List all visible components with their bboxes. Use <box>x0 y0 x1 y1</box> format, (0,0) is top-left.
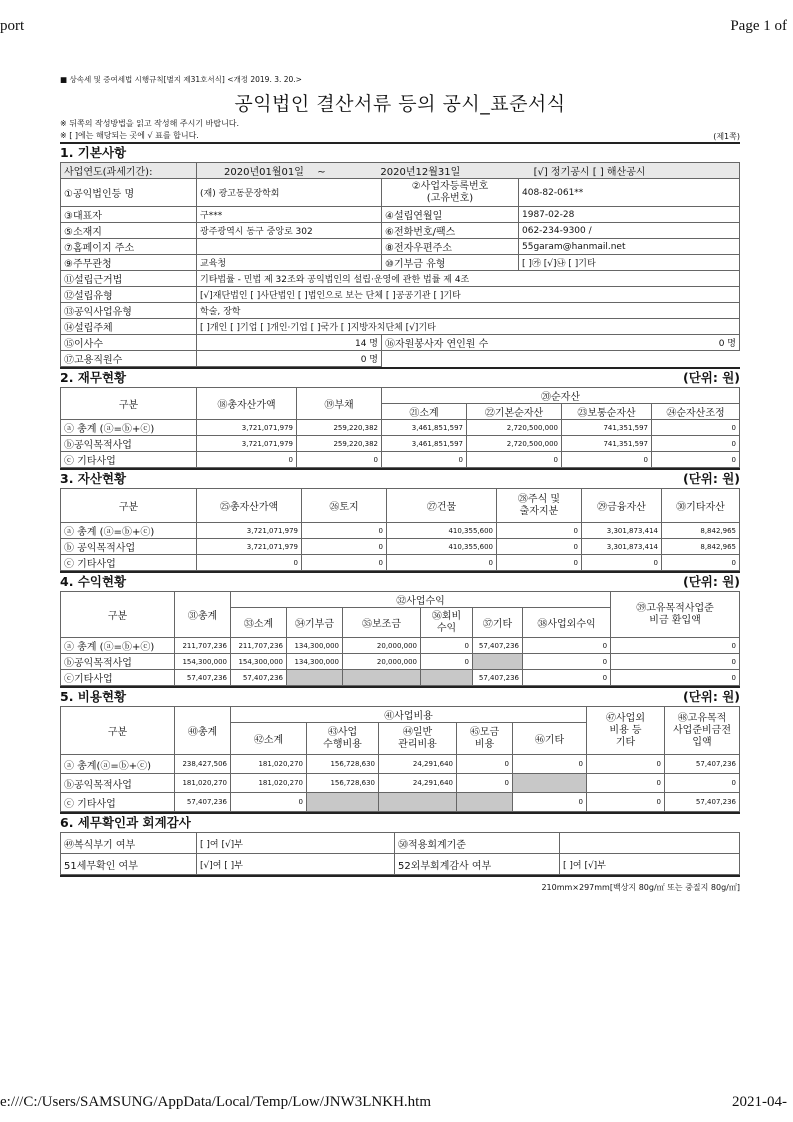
audit-table <box>60 832 740 875</box>
authority-value: 교육청 <box>197 255 382 271</box>
founder-label: ⑭설립주체 <box>61 319 197 335</box>
section-finance-title: 2. 재무현황 (단위: 원) <box>60 367 740 387</box>
cell-value: 0 <box>497 523 582 539</box>
row-label: ⓒ기타사업 <box>61 670 175 686</box>
taxcheck-value: [√]여 [ ]부 <box>197 854 395 875</box>
cell-value: 57,407,236 <box>473 670 523 686</box>
table-row <box>61 755 740 774</box>
cell-value: 0 <box>582 555 662 571</box>
row-label: ⓐ 총계 (ⓐ=ⓑ+ⓒ) <box>61 420 197 436</box>
expense-h-fund: ㊺모금 비용 <box>457 723 513 755</box>
name-label: ①공익법인등 명 <box>61 179 197 207</box>
income-h-subsidy: ㉟보조금 <box>343 608 421 638</box>
cell-value: 0 <box>662 555 740 571</box>
bookkeeping-value: [ ]여 [√]부 <box>197 833 395 854</box>
cell-value: 211,707,236 <box>175 638 231 654</box>
income-h-biz: ㉜사업수익 <box>231 592 611 608</box>
cell-value: 0 <box>587 793 665 812</box>
cell-value: 181,020,270 <box>231 755 307 774</box>
cell-shaded <box>513 774 587 793</box>
expense-h-perform: ㊸사업 수행비용 <box>307 723 379 755</box>
expense-h-biz: ㊶사업비용 <box>231 707 587 723</box>
cell-value: 3,461,851,597 <box>382 436 467 452</box>
cell-value: 156,728,630 <box>307 774 379 793</box>
cell-shaded <box>343 670 421 686</box>
rep-value: 구*** <box>197 207 382 223</box>
cell-value: 3,721,071,979 <box>197 420 297 436</box>
cell-value: 3,301,873,414 <box>582 523 662 539</box>
email-value: 55garam@hanmail.net <box>519 239 740 255</box>
expense-h-sub: ㊷소계 <box>231 723 307 755</box>
phone-value: 062-234-9300 / <box>519 223 740 239</box>
cell-value: 154,300,000 <box>175 654 231 670</box>
cell-shaded <box>421 670 473 686</box>
browser-footer-date: 2021-04- <box>732 1094 787 1110</box>
bizno-label: ②사업자등록번호 (고유번호) <box>382 179 519 207</box>
table-row <box>61 654 740 670</box>
finance-h-net: ⑳순자산 <box>382 388 740 404</box>
table-row <box>61 452 740 468</box>
cell-value: 3,461,851,597 <box>382 420 467 436</box>
expense-h-reserve: ㊽고유목적 사업준비금전 입액 <box>665 707 740 755</box>
cell-value: 0 <box>587 755 665 774</box>
form-title: 공익법인 결산서류 등의 공시_표준서식 <box>234 93 566 115</box>
income-h-sub: ㉝소계 <box>231 608 287 638</box>
cell-value: 0 <box>302 555 387 571</box>
expense-h-general: ㊹일반 관리비용 <box>379 723 457 755</box>
asset-h-gubun: 구분 <box>61 489 197 523</box>
employees-label: ⑰고용직원수 <box>61 351 197 367</box>
table-row <box>61 436 740 452</box>
cell-value: 0 <box>665 774 740 793</box>
cell-value: 0 <box>302 539 387 555</box>
cell-value: 134,300,000 <box>287 638 343 654</box>
row-label: ⓐ 총계 (ⓐ=ⓑ+ⓒ) <box>61 638 175 654</box>
cell-value: 0 <box>652 420 740 436</box>
year-label: 사업연도(과세기간): <box>61 163 197 179</box>
income-h-total: ㉛총계 <box>175 592 231 638</box>
cell-value: 3,721,071,979 <box>197 539 302 555</box>
cell-value: 0 <box>611 670 740 686</box>
extaudit-label: 52외부회계감사 여부 <box>395 854 560 875</box>
cell-value: 134,300,000 <box>287 654 343 670</box>
paper-size-note: 210mm×297mm[백상지 80g/㎡ 또는 중질지 80g/㎡] <box>541 883 740 892</box>
cell-value: 181,020,270 <box>231 774 307 793</box>
table-row <box>61 523 740 539</box>
cell-value: 57,407,236 <box>665 755 740 774</box>
volunteer-label: ⑯자원봉사자 연인원 수 <box>382 335 519 351</box>
cell-value: 3,301,873,414 <box>582 539 662 555</box>
cell-value: 0 <box>297 452 382 468</box>
type-value: [√]재단법인 [ ]사단법인 [ ]법인으로 보는 단체 [ ]공공기관 [ ]기타 <box>197 287 740 303</box>
asset-h-total: ㉕총자산가액 <box>197 489 302 523</box>
row-label: ⓑ공익목적사업 <box>61 654 175 670</box>
table-row <box>61 670 740 686</box>
form-note-1: ※ 뒤쪽의 작성방법을 읽고 작성해 주시기 바랍니다. <box>60 119 240 128</box>
cell-value: 3,721,071,979 <box>197 436 297 452</box>
section-basic-title: 1. 기본사항 <box>60 142 740 162</box>
cell-value: 0 <box>302 523 387 539</box>
table-row <box>61 638 740 654</box>
form-reference: ■ 상속세 및 증여세법 시행규칙[별지 제31호서식] <개정 2019. 3. 20.> <box>60 75 302 84</box>
cell-value: 57,407,236 <box>175 670 231 686</box>
year-start: 2020년01월01일 <box>224 167 304 178</box>
browser-header-page: Page 1 of <box>730 18 787 34</box>
row-label: ⓒ 기타사업 <box>61 555 197 571</box>
phone-label: ⑥전화번호/팩스 <box>382 223 519 239</box>
row-label: ⓑ 공익목적사업 <box>61 539 197 555</box>
finance-h-sub: ㉑소계 <box>382 404 467 420</box>
cell-value: 0 <box>611 638 740 654</box>
income-h-other: ㊲기타 <box>473 608 523 638</box>
finance-h-basic: ㉒기본순자산 <box>467 404 562 420</box>
cell-value: 0 <box>457 774 513 793</box>
cell-value: 57,407,236 <box>175 793 231 812</box>
cell-value: 0 <box>611 654 740 670</box>
cell-value: 259,220,382 <box>297 436 382 452</box>
expense-h-other: ㊻기타 <box>513 723 587 755</box>
income-h-reserve: ㊴고유목적사업준 비금 환입액 <box>611 592 740 638</box>
bizno-value: 408-82-061** <box>519 179 740 207</box>
row-label: ⓒ 기타사업 <box>61 452 197 468</box>
row-label: ⓑ공익목적사업 <box>61 774 175 793</box>
cell-value: 156,728,630 <box>307 755 379 774</box>
rep-label: ③대표자 <box>61 207 197 223</box>
cell-value: 238,427,506 <box>175 755 231 774</box>
asset-h-building: ㉗건물 <box>387 489 497 523</box>
cell-value: 24,291,640 <box>379 755 457 774</box>
biz-type-value: 학술, 장학 <box>197 303 740 319</box>
cell-value: 57,407,236 <box>231 670 287 686</box>
cell-value: 0 <box>387 555 497 571</box>
standard-value <box>560 833 740 854</box>
cell-shaded <box>473 654 523 670</box>
cell-value: 0 <box>523 670 611 686</box>
cell-value: 57,407,236 <box>473 638 523 654</box>
cell-value: 0 <box>231 793 307 812</box>
cell-value: 20,000,000 <box>343 638 421 654</box>
row-label: ⓐ 총계(ⓐ=ⓑ+ⓒ) <box>61 755 175 774</box>
cell-value: 0 <box>197 452 297 468</box>
cell-value: 0 <box>467 452 562 468</box>
cell-value: 2,720,500,000 <box>467 420 562 436</box>
law-label: ⑪설립근거법 <box>61 271 197 287</box>
cell-value: 0 <box>382 452 467 468</box>
homepage-value <box>197 239 382 255</box>
asset-h-land: ㉖토지 <box>302 489 387 523</box>
cell-value: 57,407,236 <box>665 793 740 812</box>
basic-info-table <box>60 162 740 367</box>
expense-table <box>60 706 740 812</box>
cell-value: 0 <box>421 654 473 670</box>
extaudit-value: [ ]여 [√]부 <box>560 854 740 875</box>
cell-value: 0 <box>523 654 611 670</box>
cell-shaded <box>307 793 379 812</box>
cell-value: 2,720,500,000 <box>467 436 562 452</box>
cell-value: 0 <box>497 539 582 555</box>
cell-value: 8,842,965 <box>662 523 740 539</box>
cell-value: 0 <box>562 452 652 468</box>
table-row <box>61 793 740 812</box>
finance-h-normal: ㉓보통순자산 <box>562 404 652 420</box>
cell-value: 0 <box>421 638 473 654</box>
donation-type-label: ⑩기부금 유형 <box>382 255 519 271</box>
standard-label: ㊿적용회계기준 <box>395 833 560 854</box>
table-row <box>61 555 740 571</box>
cell-value: 0 <box>497 555 582 571</box>
expense-h-total: ㊵총계 <box>175 707 231 755</box>
cell-value: 20,000,000 <box>343 654 421 670</box>
taxcheck-label: 51세무확인 여부 <box>61 854 197 875</box>
cell-value: 741,351,597 <box>562 420 652 436</box>
biz-type-label: ⑬공익사업유형 <box>61 303 197 319</box>
cell-value: 0 <box>457 755 513 774</box>
row-label: ⓐ 총계 (ⓐ=ⓑ+ⓒ) <box>61 523 197 539</box>
income-h-nonbiz: ㊳사업외수익 <box>523 608 611 638</box>
cell-value: 0 <box>652 452 740 468</box>
cell-value: 8,842,965 <box>662 539 740 555</box>
table-row <box>61 539 740 555</box>
email-label: ⑧전자우편주소 <box>382 239 519 255</box>
finance-h-assets: ⑱총자산가액 <box>197 388 297 420</box>
cell-value: 0 <box>652 436 740 452</box>
cell-value: 0 <box>513 793 587 812</box>
employees-value: 0 명 <box>197 351 382 367</box>
cell-value: 181,020,270 <box>175 774 231 793</box>
cell-value: 0 <box>523 638 611 654</box>
table-row <box>61 420 740 436</box>
income-h-gubun: 구분 <box>61 592 175 638</box>
cell-value: 410,355,600 <box>387 539 497 555</box>
section-audit-title: 6. 세무확인과 회계감사 <box>60 812 740 832</box>
section-expense-title: 5. 비용현황 (단위: 원) <box>60 686 740 706</box>
year-tilde: ~ <box>317 167 326 178</box>
cell-value: 3,721,071,979 <box>197 523 302 539</box>
addr-label: ⑤소재지 <box>61 223 197 239</box>
income-h-fee: ㊱회비 수익 <box>421 608 473 638</box>
asset-h-fin: ㉙금융자산 <box>582 489 662 523</box>
cell-shaded <box>457 793 513 812</box>
table-row <box>61 774 740 793</box>
cell-value: 0 <box>587 774 665 793</box>
volunteer-value: 0 명 <box>519 335 740 351</box>
asset-table <box>60 488 740 571</box>
cell-value: 0 <box>197 555 302 571</box>
cell-value: 211,707,236 <box>231 638 287 654</box>
finance-h-debt: ⑲부채 <box>297 388 382 420</box>
estab-label: ④설립연월일 <box>382 207 519 223</box>
addr-value: 광주광역시 동구 중앙로 302 <box>197 223 382 239</box>
row-label: ⓑ공익목적사업 <box>61 436 197 452</box>
year-end: 2020년12월31일 <box>380 167 461 178</box>
expense-h-nonbiz: ㊼사업외 비용 등 기타 <box>587 707 665 755</box>
cell-value: 410,355,600 <box>387 523 497 539</box>
form-page-number: (제1쪽) <box>713 132 740 141</box>
asset-h-stock: ㉘주식 및 출자지분 <box>497 489 582 523</box>
founder-value: [ ]개인 [ ]기업 [ ]개인·기업 [ ]국가 [ ]지방자치단체 [√]기타 <box>197 319 740 335</box>
bookkeeping-label: ㊾복식부기 여부 <box>61 833 197 854</box>
disclosure-type: [√] 정기공시 [ ] 해산공시 <box>533 167 646 178</box>
estab-value: 1987-02-28 <box>519 207 740 223</box>
name-value: (재) 광고동문장학회 <box>197 179 382 207</box>
cell-value: 0 <box>513 755 587 774</box>
asset-h-other: ㉚기타자산 <box>662 489 740 523</box>
section-income-title: 4. 수익현황 (단위: 원) <box>60 571 740 591</box>
browser-header-left: port <box>0 18 25 34</box>
directors-label: ⑮이사수 <box>61 335 197 351</box>
type-label: ⑫설립유형 <box>61 287 197 303</box>
finance-table <box>60 387 740 468</box>
cell-value: 154,300,000 <box>231 654 287 670</box>
cell-value: 259,220,382 <box>297 420 382 436</box>
finance-h-gubun: 구분 <box>61 388 197 420</box>
finance-h-adjust: ㉔순자산조정 <box>652 404 740 420</box>
expense-h-gubun: 구분 <box>61 707 175 755</box>
donation-type-value: [ ]㉮ [√]㉯ [ ]기타 <box>519 255 740 271</box>
row-label: ⓒ 기타사업 <box>61 793 175 812</box>
law-value: 기타법률 - 민법 제 32조와 공익법인의 설립·운영에 관한 법률 제 4조 <box>197 271 740 287</box>
homepage-label: ⑦홈페이지 주소 <box>61 239 197 255</box>
browser-footer-url: e:///C:/Users/SAMSUNG/AppData/Local/Temp/Low/JNW3LNKH.htm <box>0 1094 431 1110</box>
cell-value: 24,291,640 <box>379 774 457 793</box>
cell-value: 741,351,597 <box>562 436 652 452</box>
form-note-2: ※ [ ]에는 해당되는 곳에 √ 표를 합니다. <box>60 131 199 140</box>
authority-label: ⑨주무관청 <box>61 255 197 271</box>
income-h-donation: ㉞기부금 <box>287 608 343 638</box>
directors-value: 14 명 <box>197 335 382 351</box>
cell-shaded <box>379 793 457 812</box>
section-asset-title: 3. 자산현황 (단위: 원) <box>60 468 740 488</box>
income-table <box>60 591 740 686</box>
cell-shaded <box>287 670 343 686</box>
standard-form <box>60 74 740 893</box>
